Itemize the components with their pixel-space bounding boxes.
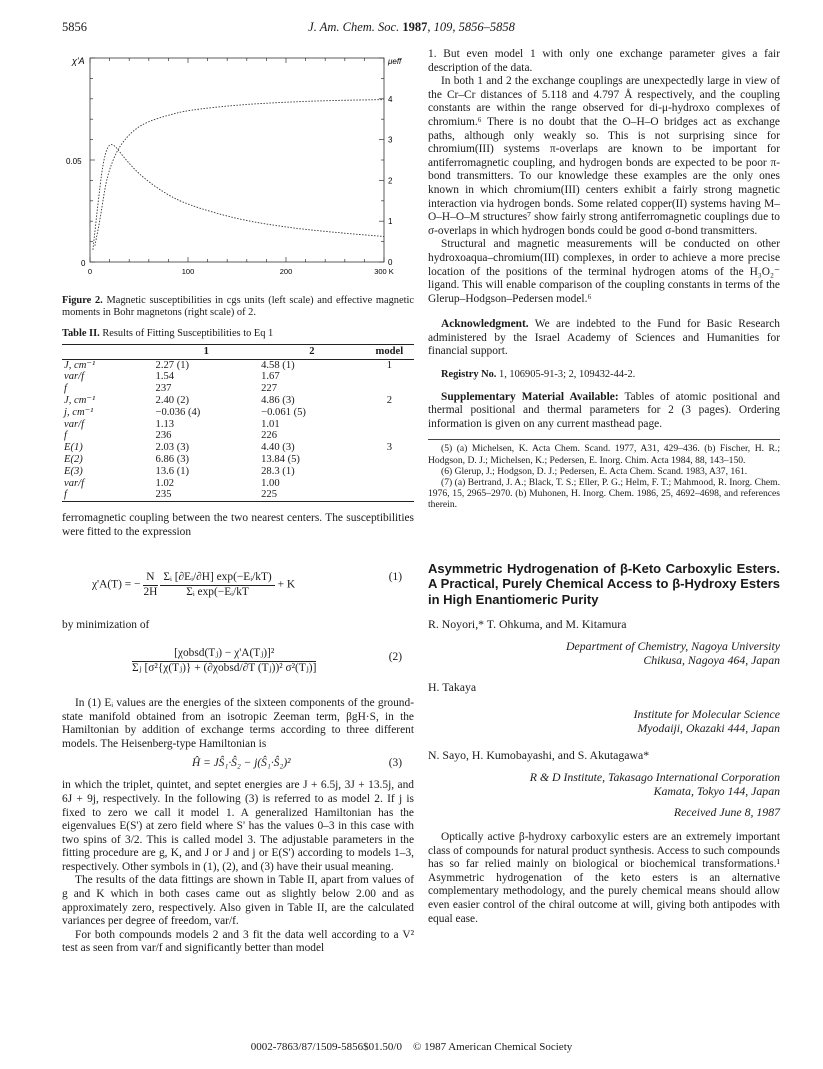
table-cell: 237 — [155, 383, 172, 395]
table-header-cell — [62, 344, 154, 359]
y-right-tick-label: 2 — [388, 176, 393, 186]
figure-caption-text: Magnetic susceptibilities in cgs units (left scale) and effective magnetic moments in Bohr magnetons (right scale) of 2. — [62, 294, 414, 318]
table-title-text: Results of Fitting Susceptibilities to Eq 1 — [102, 328, 274, 340]
affiliation-1-line-2: Chikusa, Nagoya 464, Japan — [643, 652, 780, 667]
table-row — [62, 442, 414, 454]
table-row — [62, 383, 414, 395]
table-cell — [365, 466, 414, 478]
acknowledgment-label: Acknowledgment. — [441, 318, 529, 331]
table-cell: f — [64, 383, 67, 395]
right-column — [428, 48, 780, 926]
y-right-tick-label: 3 — [388, 135, 393, 145]
running-header — [0, 20, 823, 35]
table-cell: J, cm⁻¹ — [64, 395, 96, 406]
figure-2-chart — [62, 48, 414, 288]
affiliation-2-line-1: Institute for Molecular Science — [633, 707, 780, 722]
table-title-label: Table II. — [62, 328, 100, 340]
table-cell: 6.86 (3) — [155, 453, 190, 465]
table-cell: J, cm⁻¹ — [64, 359, 96, 371]
y-right-label: μeff — [388, 57, 402, 66]
references — [428, 439, 780, 510]
table-cell — [365, 407, 414, 419]
equation-3 — [62, 757, 414, 773]
y-left-zero: 0 — [81, 259, 86, 268]
eq1-lhs: χ'A(T) = − — [92, 579, 141, 592]
equation-number: (3) — [388, 757, 402, 770]
eq1-tail: + K — [277, 579, 296, 592]
supplementary-material — [428, 391, 780, 432]
table-cell — [365, 383, 414, 395]
registry-label: Registry No. — [441, 369, 497, 381]
table-cell: var/f — [64, 371, 85, 383]
table-row — [62, 359, 414, 371]
footer-copyright: © 1987 American Chemical Society — [412, 1041, 573, 1053]
registry-numbers — [428, 368, 780, 382]
table-cell — [365, 419, 414, 431]
table-cell: f — [64, 430, 67, 442]
table-cell — [365, 371, 414, 383]
table-cell: 235 — [154, 489, 260, 501]
table-title — [62, 328, 414, 340]
table-cell: 236 — [155, 430, 172, 442]
table-header-cell: model — [365, 344, 414, 359]
table-cell: 1.67 — [261, 371, 280, 383]
x-tick-label: 100 — [181, 267, 195, 276]
table-2 — [62, 344, 414, 502]
table-row — [62, 419, 414, 431]
table-cell: j, cm⁻¹ — [64, 406, 94, 418]
paragraph: For both compounds models 2 and 3 fit the data well according to a V² test as seen from var/f and significantly better than model — [62, 928, 414, 955]
table-cell: 1.02 — [155, 477, 175, 489]
table-row — [62, 454, 414, 466]
affiliation-1-line-1: Department of Chemistry, Nagoya University — [566, 638, 780, 653]
table-cell: 225 — [259, 489, 365, 501]
left-column — [62, 48, 414, 956]
table-row — [62, 407, 414, 419]
y-right-tick-label: 4 — [388, 94, 393, 104]
table-header-row — [62, 344, 414, 359]
equation-number: (2) — [388, 650, 402, 663]
journal-year: 1987 — [402, 20, 428, 34]
table-cell: 2.40 (2) — [155, 395, 190, 406]
table-cell: −0.036 (4) — [155, 406, 201, 418]
y-right-tick-label: 1 — [388, 217, 393, 227]
table-cell: 1.01 — [261, 418, 280, 430]
footer-code: 0002-7863/87/1509-5856$01.50/0 — [250, 1041, 402, 1053]
affiliation-3-line-1: R & D Institute, Takasago International Corporation — [529, 769, 780, 784]
table-cell: 227 — [261, 383, 277, 395]
table-header-cell: 2 — [259, 344, 365, 359]
table-cell: E(3) — [64, 465, 83, 477]
table-row — [62, 395, 414, 407]
table-cell: 4.58 (1) — [261, 359, 295, 371]
table-row — [62, 430, 414, 442]
table-cell: 1.00 — [261, 477, 280, 489]
table-cell: 2 — [386, 395, 392, 406]
abstract-paragraph: Optically active β-hydroxy carboxylic esters are an extremely important class of compounds for natural product synthesis. Access to such compounds has so far relied mainly on biological or biochemical transformations.¹ Asymmetric hydrogenation of the keto esters is an alternative complementary methodology, and the purely chemical means should allow even easier control of the chiral outcome at will, giving both antipodes with equal ease. — [428, 830, 780, 925]
table-row — [62, 466, 414, 478]
eq3-body: Ĥ = JŜ₁·Ŝ₂ − j(Ŝ₁·Ŝ₂)² — [192, 757, 291, 770]
table-row — [62, 371, 414, 383]
article-title: Asymmetric Hydrogenation of β-Keto Carboxylic Esters. A Practical, Purely Chemical Access to β-Hydroxy Esters in High Enantiomeric Purity — [428, 560, 780, 607]
figure-caption-label: Figure 2. — [62, 294, 103, 306]
table-cell — [365, 454, 414, 466]
y-right-tick-label: 0 — [388, 258, 393, 267]
table-cell: 4.86 (3) — [261, 395, 295, 406]
eq1-n-over-2h: $\frac{N}{2H}$ — [143, 571, 158, 598]
paragraph: by minimization of — [62, 619, 150, 632]
y-left-label: χ'A — [72, 56, 85, 66]
equation-2 — [62, 641, 414, 689]
supplementary-label: Supplementary Material Available: — [441, 390, 619, 403]
eq1-main-fraction: $\frac{\text{Σᵢ [∂Eᵢ/∂H] exp(−Eᵢ/kT)}}{\text{Σᵢ exp(−Eᵢ/kT}}$ — [160, 571, 274, 599]
acknowledgment — [428, 318, 780, 359]
table-row — [62, 489, 414, 501]
table-cell: 226 — [261, 430, 277, 442]
table-header-cell: 1 — [154, 344, 260, 359]
table-cell: 1.13 — [155, 418, 175, 430]
table-cell — [365, 430, 414, 442]
table-cell: E(2) — [64, 453, 83, 465]
table-cell: var/f — [64, 477, 85, 489]
table-cell: 2.27 (1) — [155, 359, 190, 371]
figure-caption — [62, 295, 414, 320]
reference-item: (7) (a) Bertrand, J. A.; Black, T. S.; Eller, P. G.; Helm, F. T.; Mahmood, R. Inorg. Chem. 1976, 15, 2965–2970. (b) Muhonen, H. Inorg. Chem. 1986, 25, 4692–4698, and references therein. — [428, 477, 780, 511]
table-cell: 4.40 (3) — [261, 442, 295, 454]
table-cell: 13.84 (5) — [261, 453, 300, 465]
paragraph: 1. But even model 1 with only one exchange parameter gives a fair description of the data. — [428, 48, 780, 74]
affiliation-2-line-2: Myodaiji, Okazaki 444, Japan — [637, 721, 780, 736]
paragraph: in which the triplet, quintet, and septet energies are J + 6.5j, 3J + 13.5j, and 6J + 9j, respectively. In the following (3) is referred to as model 2. If j is fixed to zero we call it model 1. A generalized Hamiltonian has the eigenvalues E(S') at zero field where S' has the values 0–3 in this case with two spins of 3/2. This is called model 3. The adjustable parameters in the fitting procedure are g, K, and J or J and j or E(S') according to models 1–3, respectively. Other symbols in (1), (2), and (3) have their usual meaning. — [62, 779, 414, 873]
table-cell — [365, 478, 414, 490]
table-cell — [365, 489, 414, 501]
authors-group-3: N. Sayo, H. Kumobayashi, and S. Akutagawa* — [428, 748, 650, 763]
x-tick-label: 200 — [279, 267, 293, 276]
table-cell: 13.6 (1) — [155, 465, 190, 477]
x-tick-label: 300 K — [374, 267, 394, 276]
registry-text: 1, 106905-91-3; 2, 109432-44-2. — [499, 369, 636, 381]
table-cell: 1.54 — [155, 371, 175, 383]
authors-group-2: H. Takaya — [428, 679, 477, 694]
reference-item: (6) Glerup, J.; Hodgson, D. J.; Pedersen, E. Acta Chem. Scand. 1983, A37, 161. — [441, 465, 748, 477]
journal-name: J. Am. Chem. Soc. — [308, 20, 400, 34]
received-date: Received June 8, 1987 — [673, 804, 780, 819]
eq2-fraction: $\frac{\text{[χobsd(Tⱼ) − χ'A(Tⱼ)]²}}{\text{Σⱼ [σ²\{χ(Tⱼ)\} + (∂χobsd/∂T (Tⱼ))² σ²(Tⱼ)]}}$ — [132, 646, 317, 674]
equation-number: (1) — [388, 571, 402, 584]
page-footer — [0, 1041, 823, 1053]
table-cell: f — [62, 489, 154, 501]
table-cell: var/f — [64, 418, 85, 430]
page-number: 5856 — [62, 20, 87, 34]
x-tick-label: 0 — [87, 267, 93, 276]
paragraph: Structural and magnetic measurements will be conducted on other hydroxoaqua–chromium(III) complexes, in order to achieve a more precise location of the positions of the terminal hydrogen atoms of the H₃O₂⁻ ligand. This will enable comparison of the coupling constants in terms of the Glerup–Hodgson–Pedersen model.⁶ — [428, 238, 780, 305]
table-row — [62, 478, 414, 490]
reference-item: (5) (a) Michelsen, K. Acta Chem. Scand. 1977, A31, 429–436. (b) Fischer, H. R.; Hodgson, D. J.; Michelsen, K.; Pedersen, E. Inorg. Chim. Acta 1984, 88, 143–150. — [428, 443, 780, 466]
table-cell: 3 — [386, 442, 392, 454]
table-cell: 1 — [386, 359, 392, 371]
y-left-tick-label: 0.05 — [66, 157, 82, 166]
supplementary-text: Tables of atomic positional and thermal positional and thermal parameters for 2 (3 pages). Ordering information is given on any current masthead page. — [428, 390, 780, 430]
paragraph: The results of the data fittings are shown in Table II, apart from values of g and K which in both cases came out as slightly below 2.00 and as approximately zero, respectively. Also given in Table II, are the calculated variances per degree of freedom, var/f. — [62, 874, 414, 928]
table-cell: 2.03 (3) — [155, 442, 190, 454]
table-cell: 28.3 (1) — [261, 465, 295, 477]
table-cell: −0.061 (5) — [261, 406, 306, 418]
journal-citation: , 109, 5856–5858 — [427, 20, 515, 34]
authors-group-1: R. Noyori,* T. Ohkuma, and M. Kitamura — [428, 617, 627, 632]
affiliation-3-line-2: Kamata, Tokyo 144, Japan — [653, 783, 780, 798]
paragraph: ferromagnetic coupling between the two nearest centers. The susceptibilities were fitted to the expression — [62, 512, 414, 538]
equation-1 — [62, 549, 414, 611]
paragraph: In (1) Eᵢ values are the energies of the sixteen components of the ground-state manifold obtained from an isotropic Zeeman term, βgH·S, in the Hamiltonian by addition of exchange terms according to three different models. The Heisenberg-type Hamiltonian is — [62, 696, 414, 750]
table-cell: E(1) — [64, 442, 83, 454]
paragraph: In both 1 and 2 the exchange couplings are unexpectedly large in view of the Cr–Cr distances of 5.118 and 4.797 Å respectively, and the coupling constants are within the range observed for di-μ-hydroxo complexes of chromium.⁶ There is no doubt that the O–H–O bridges act as exchange paths, although only weakly so. This is not surprising since for chromium(III) systems π-overlaps are known to be important for antiferromagnetic coupling, and hydrogen bonds are expected to be poor π-bond transmitters. To our knowledge these examples are the only ones known in which chromium(III) centers exhibit a fairly strong magnetic interaction via hydrogen bonds. Some related copper(II) systems having M–O–H–O–M structures⁷ show fairly strong antiferromagnetic couplings due to σ-overlaps in which hydrogen bonds could be good σ-bond transmitters. — [428, 75, 780, 237]
acknowledgment-text: We are indebted to the Fund for Basic Research administered by the Israel Academy of Sciences and Humanities for financial support. — [428, 318, 780, 358]
series-line-chi — [93, 145, 384, 250]
